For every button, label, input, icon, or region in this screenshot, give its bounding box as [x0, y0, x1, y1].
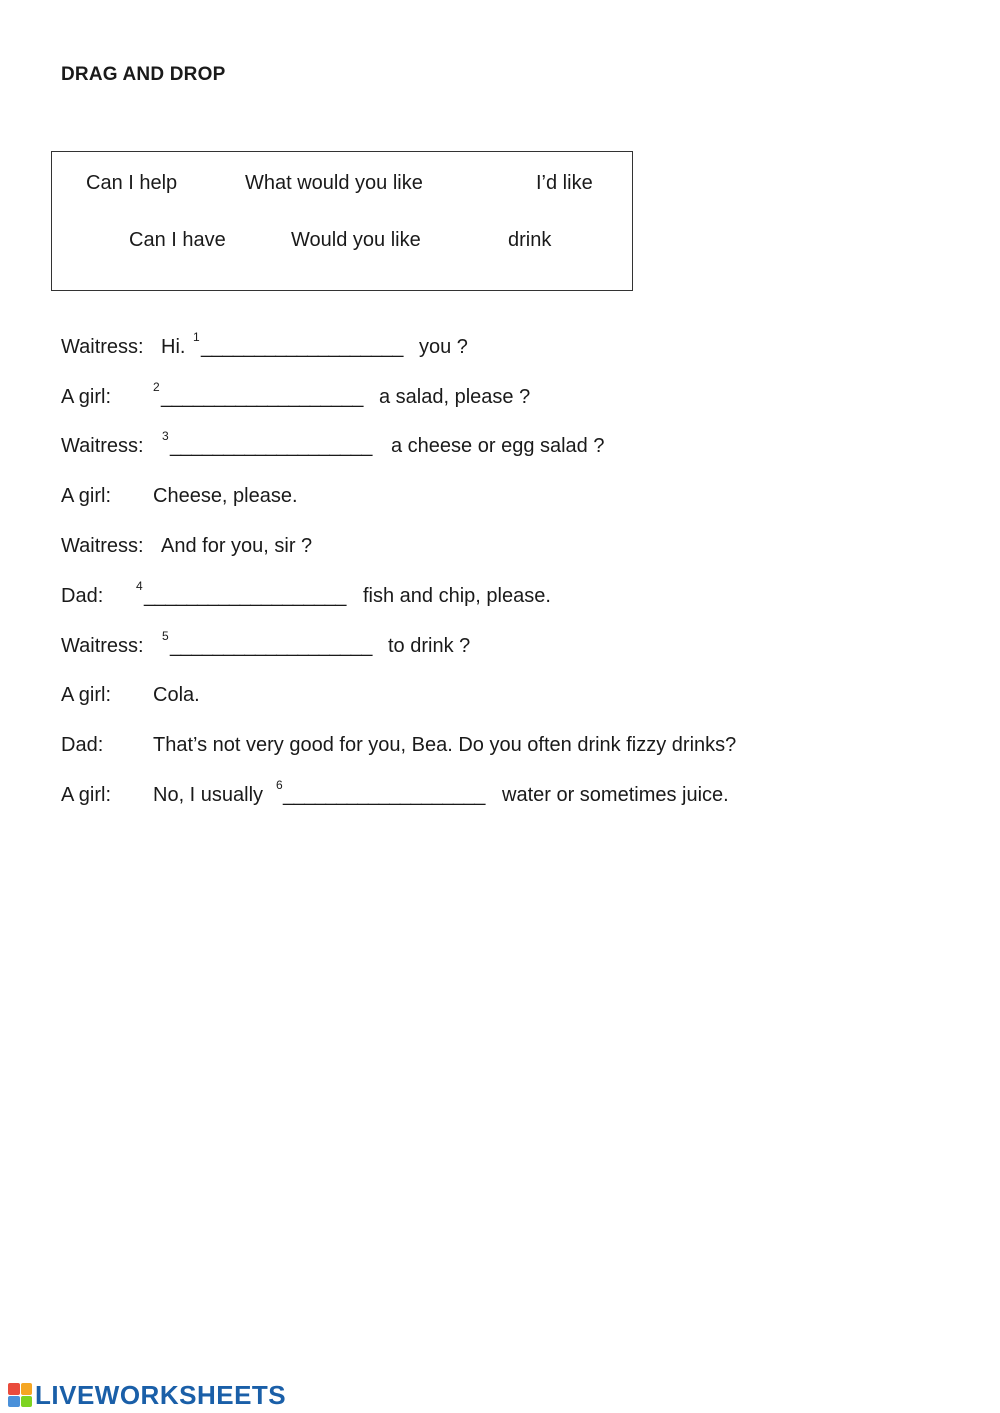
blank-number: 2 [153, 380, 160, 394]
dialogue-line-7 [61, 629, 471, 661]
line-text: fish and chip, please. [363, 585, 551, 607]
logo-block [21, 1396, 33, 1408]
line-text: a salad, please ? [379, 386, 531, 408]
logo-text: LIVEWORKSHEETS [35, 1379, 287, 1410]
drag-option-id-like[interactable]: I’d like [536, 172, 593, 194]
dialogue-line-9 [61, 734, 737, 760]
speaker-label: A girl: [61, 386, 112, 408]
speaker-label: Waitress: [61, 535, 144, 557]
line-text: Hi. [161, 336, 186, 358]
drop-zone-5[interactable]: ___________________ [170, 635, 372, 657]
liveworksheets-logo [8, 1380, 286, 1410]
blank-number: 5 [162, 629, 169, 643]
drag-option-drink[interactable]: drink [508, 229, 552, 251]
speaker-label: A girl: [61, 684, 112, 706]
dialogue-line-2 [61, 380, 531, 412]
dialogue-line-4 [61, 485, 298, 511]
dialogue-line-8 [61, 684, 200, 710]
speaker-label: Dad: [61, 585, 104, 607]
speaker-label: Waitress: [61, 635, 144, 657]
speaker-label: Dad: [61, 734, 104, 756]
logo-blocks-icon [8, 1383, 32, 1407]
drag-option-what-would-you-like[interactable]: What would you like [245, 172, 423, 194]
drag-option-would-you-like[interactable]: Would you like [291, 229, 421, 251]
dialogue-line-3 [61, 429, 605, 461]
drag-option-can-i-have[interactable]: Can I have [129, 229, 226, 251]
page-title: DRAG AND DROP [61, 64, 226, 85]
line-text: Cola. [153, 684, 200, 706]
blank-number: 6 [276, 778, 283, 792]
logo-block [21, 1383, 33, 1395]
word-bank [51, 151, 633, 291]
drag-option-can-i-help[interactable]: Can I help [86, 172, 178, 194]
drop-zone-3[interactable]: ___________________ [170, 435, 372, 457]
line-text: water or sometimes juice. [502, 784, 729, 806]
speaker-label: Waitress: [61, 336, 144, 358]
drop-zone-4[interactable]: ___________________ [144, 585, 346, 607]
dialogue-line-1 [61, 330, 468, 362]
line-text: Cheese, please. [153, 485, 298, 507]
speaker-label: Waitress: [61, 435, 144, 457]
line-text: you ? [419, 336, 468, 358]
blank-number: 1 [193, 330, 200, 344]
logo-block [8, 1383, 20, 1395]
dialogue-line-5 [61, 535, 313, 561]
speaker-label: A girl: [61, 784, 112, 806]
line-text: No, I usually [153, 784, 264, 806]
dialogue-line-10 [61, 778, 729, 810]
dialogue-line-6 [61, 579, 551, 611]
blank-number: 3 [162, 429, 169, 443]
line-text: That’s not very good for you, Bea. Do you often drink fizzy drinks? [153, 734, 737, 756]
drop-zone-1[interactable]: ___________________ [201, 336, 403, 358]
line-text: to drink ? [388, 635, 471, 657]
drop-zone-2[interactable]: ___________________ [161, 386, 363, 408]
drop-zone-6[interactable]: ___________________ [283, 784, 485, 806]
speaker-label: A girl: [61, 485, 112, 507]
line-text: a cheese or egg salad ? [391, 435, 605, 457]
logo-block [8, 1396, 20, 1408]
blank-number: 4 [136, 579, 143, 593]
line-text: And for you, sir ? [161, 535, 313, 557]
